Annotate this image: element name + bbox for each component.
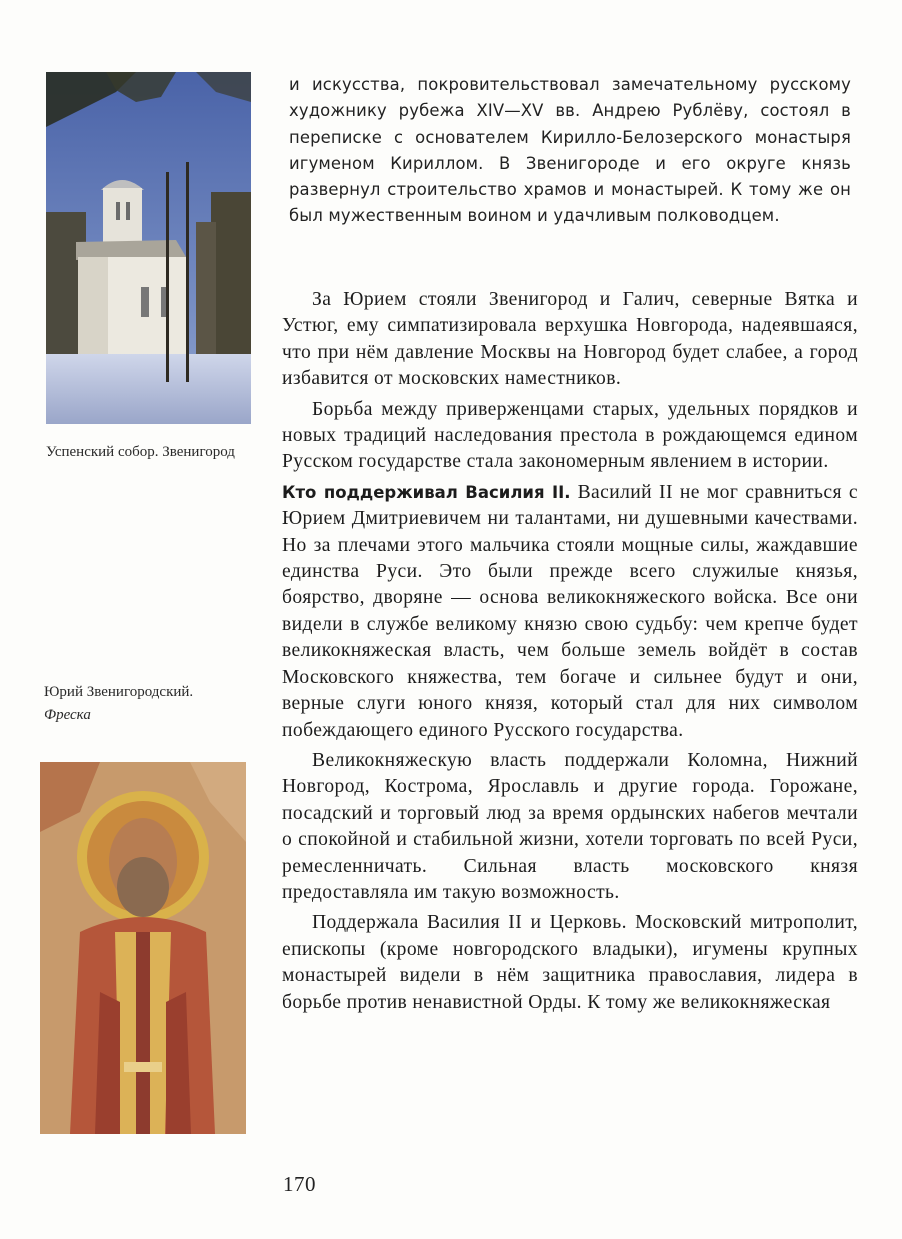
cathedral-photo [46,72,251,424]
paragraph-3 [282,480,858,744]
fresco-caption-type: Фреска [44,707,91,723]
paragraph-4: Великокняжескую власть поддержали Коломна, Нижний Новгород, Кострома, Ярославль и другие города. Горожане, посадский и торговый люд за время ордынских набегов мечтали о спокойной и стабильной жизни, хотели торговать по всей Руси, ремесленничать. Сильная власть московского князя предоставляла им такую возможность. [282,749,858,903]
cathedral-caption: Успенский собор. Звенигород [46,444,235,460]
main-text [282,287,858,1020]
section-heading: Кто поддерживал Василия II. [282,482,571,502]
page-number: 170 [283,1172,316,1196]
fresco-image [40,762,246,1134]
sidebar-text: и искусства, покровительствовал замечательному русскому художнику рубежа XIV—XV вв. Андрею Рублёву, состоял в переписке с основателем Кирилло-Белозерского монастыря игуменом Кириллом. В Звенигороде и его округе князь развернул строительство храмов и монастырей. К тому же он был мужественным воином и удачливым полководцем. [289,75,851,226]
fresco-caption [44,681,259,727]
paragraph-1: За Юрием стояли Звенигород и Галич, северные Вятка и Устюг, ему симпатизировала верхушка Новгорода, надеявшаяся, что при нём давление Москвы на Новгород будет слабее, а город избавится от московских наместников. [282,289,858,390]
paragraph-5: Поддержала Василия II и Церковь. Московский митрополит, епископы (кроме новгородского владыки), игумены крупных монастырей видели в нём защитника православия, лидера в борьбе против ненавистной Орды. К тому же великокняжеская [282,912,858,1013]
paragraph-2: Борьба между приверженцами старых, удельных порядков и новых традиций наследования престола в рождающемся едином Русском государстве стала закономерным явлением в истории. [282,398,858,473]
fresco-caption-title: Юрий Звенигородский. [44,684,194,700]
paragraph-3-body: Василий II не мог сравниться с Юрием Дмитриевичем ни талантами, ни душевными качествами. Но за плечами этого мальчика стояли мощные силы, жаждавшие единства Руси. Это были прежде всего служилые князья, боярство, дворяне — основа великокняжеского войска. Все они видели в службе великому князю свою судьбу: чем крепче будет великокняжеская власть, чем больше земель войдёт в состав Московского княжества, тем богаче и сильнее будут и они, верные слуги юного князя, который стал для них символом побеждающего единого Русского государства. [282,481,858,741]
